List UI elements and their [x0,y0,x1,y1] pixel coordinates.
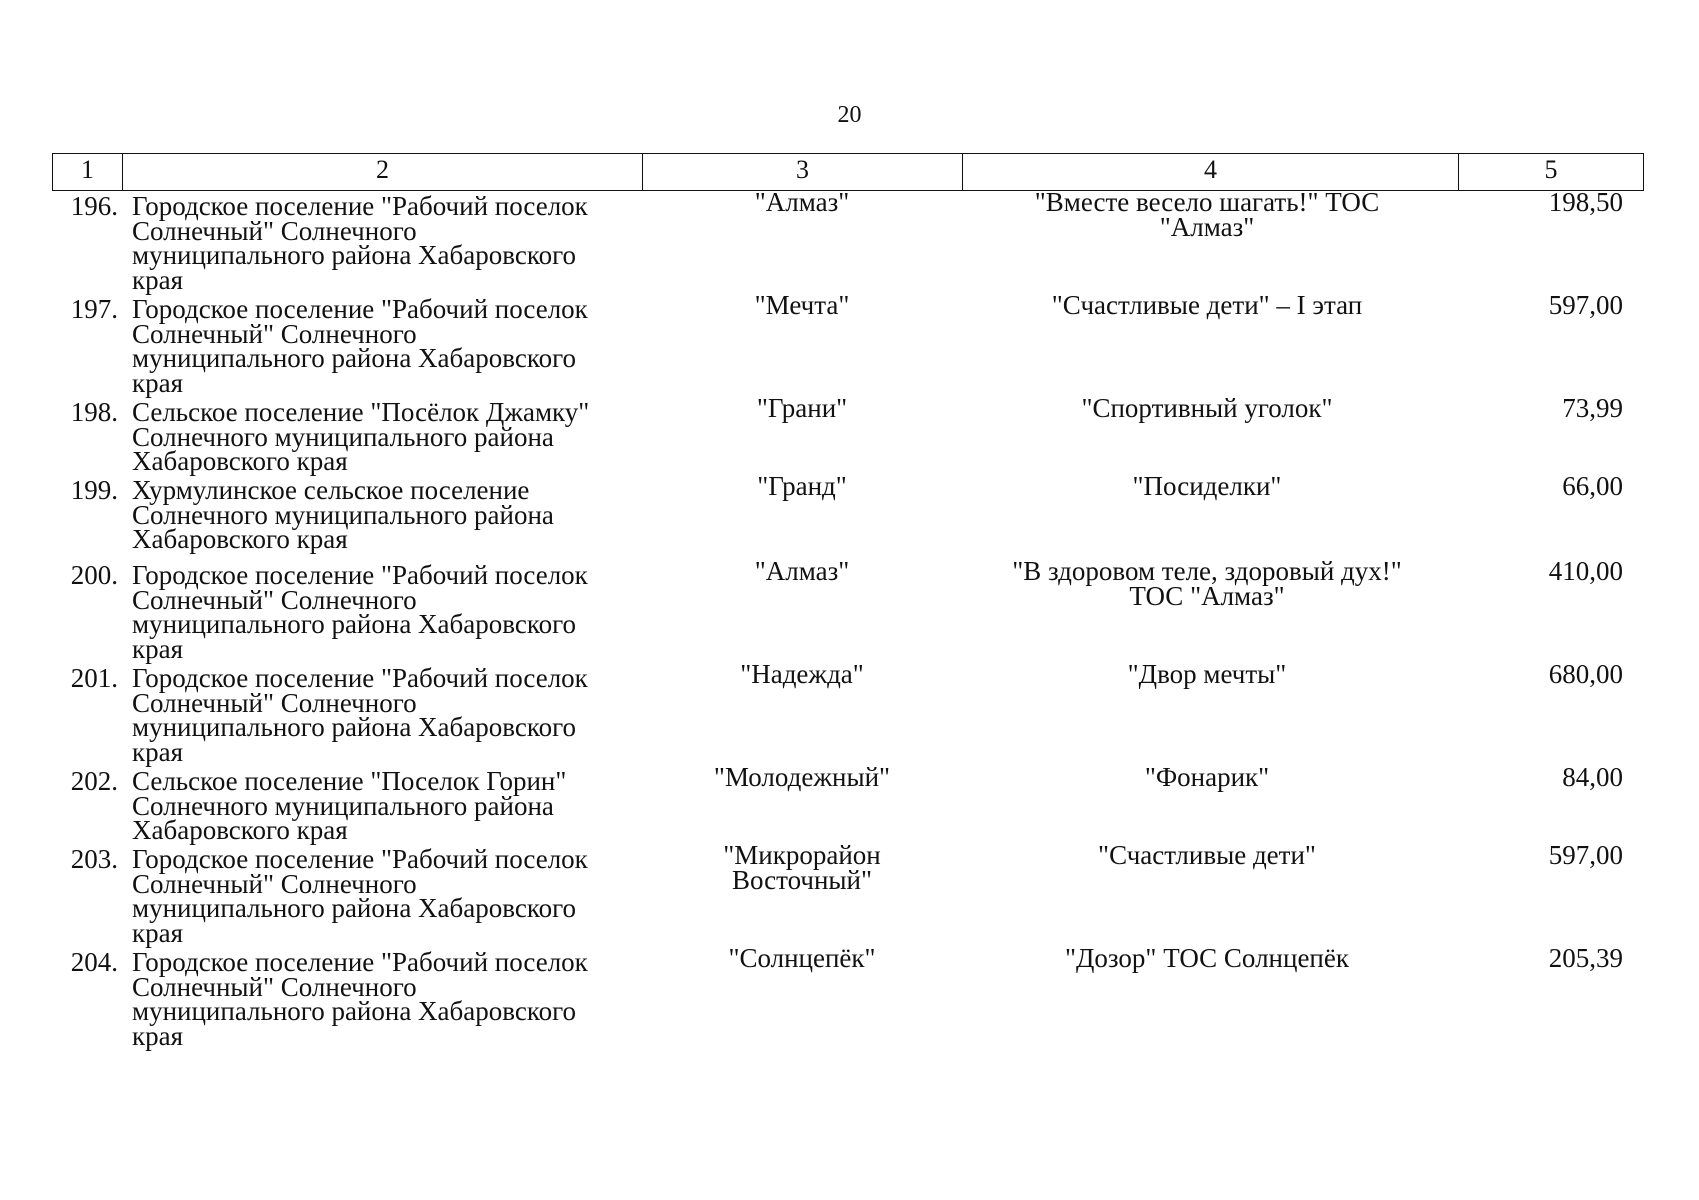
municipality-cell-line: муниципального района Хабаровского [132,240,576,270]
municipality-cell-line: муниципального района Хабаровского [132,996,576,1026]
row-number: 202. [70,766,118,796]
municipality-cell-line: края [132,1020,184,1051]
municipality-cell-line: Солнечного муниципального района [132,421,554,452]
table-row [52,943,1643,1051]
amount-cell: 73,99 [1562,393,1623,423]
municipality-cell-line: Сельское поселение "Поселок Горин" [132,766,567,796]
amount-cell: 198,50 [1548,187,1623,217]
municipality-cell-line: Городское поселение "Рабочий поселок [132,560,588,590]
project-name-cell-line: "Алмаз" [1159,211,1255,242]
amount-cell: 410,00 [1548,556,1623,586]
municipality-cell [122,560,642,664]
municipality-cell-line: Солнечный" Солнечного [132,868,417,899]
tos-name-cell [642,290,962,320]
municipality-cell-line: муниципального района Хабаровского [132,712,576,742]
column-header-3: 3 [643,154,963,191]
row-number: 203. [70,844,118,874]
table-body [52,187,1643,1051]
table-row [52,840,1643,948]
municipality-cell-line: Хабаровского края [132,524,348,554]
municipality-cell-line: Солнечный" Солнечного [132,318,417,349]
project-name-cell-line: "Счастливые дети" [1098,840,1316,870]
tos-name-cell-line: "Надежда" [740,659,864,689]
amount-cell: 205,39 [1548,943,1623,973]
municipality-cell-line: Сельское поселение "Посёлок Джамку" [132,397,590,427]
tos-name-cell-line: Восточный" [731,864,873,895]
project-name-cell [962,471,1452,501]
project-name-cell [962,762,1452,792]
project-name-cell [962,943,1452,973]
project-name-cell-line: "Спортивный уголок" [1081,393,1333,423]
amount-cell: 680,00 [1548,659,1623,689]
column-header-1: 1 [53,154,123,191]
tos-name-cell [642,840,962,895]
row-number: 196. [70,191,118,221]
tos-name-cell [642,556,962,586]
column-header-4: 4 [963,154,1459,191]
project-name-cell-line: "Посиделки" [1132,471,1282,501]
table-row [52,471,1643,559]
amount-cell: 597,00 [1548,290,1623,320]
row-number: 199. [70,475,118,505]
table-row [52,556,1643,664]
municipality-cell [122,397,642,476]
amount-cell: 84,00 [1562,762,1623,792]
municipality-cell-line: Солнечного муниципального района [132,790,554,821]
municipality-cell-line: Солнечный" Солнечного [132,584,417,615]
project-name-cell-line: "В здоровом теле, здоровый дух!" [1012,556,1402,586]
tos-name-cell [642,471,962,501]
row-number: 201. [70,663,118,693]
tos-name-cell-line: "Гранд" [757,471,847,501]
municipality-cell-line: Хабаровского края [132,446,348,476]
municipality-cell-line: муниципального района Хабаровского [132,343,576,373]
table-row [52,393,1643,476]
project-name-cell [962,556,1452,611]
project-name-cell-line: "Фонарик" [1144,762,1270,792]
project-name-cell [962,393,1452,423]
project-name-cell-line: "Вместе весело шагать!" ТОС [1034,187,1380,217]
municipality-cell-line: Городское поселение "Рабочий поселок [132,191,588,221]
tos-name-cell-line: "Мечта" [754,290,850,320]
project-name-cell-line: "Счастливые дети" – I этап [1051,290,1363,320]
municipality-cell [122,766,642,845]
municipality-cell-line: края [132,633,184,664]
table-row [52,762,1643,845]
municipality-cell-line: края [132,367,184,398]
tos-name-cell [642,762,962,792]
tos-name-cell [642,659,962,689]
municipality-cell-line: края [132,264,184,295]
municipality-cell-line: Солнечный" Солнечного [132,687,417,718]
column-header-5: 5 [1459,154,1644,191]
municipality-cell [122,475,642,554]
tos-name-cell-line: "Алмаз" [754,556,850,586]
table-header [52,153,1644,191]
municipality-cell [122,191,642,295]
amount-cell: 597,00 [1548,840,1623,870]
municipality-cell [122,947,642,1051]
municipality-cell [122,844,642,948]
row-number: 197. [70,294,118,324]
municipality-cell-line: края [132,917,184,948]
municipality-cell-line: Солнечный" Солнечного [132,971,417,1002]
municipality-cell-line: Хурмулинское сельское поселение [132,475,530,505]
table-row [52,659,1643,767]
row-number: 200. [70,560,118,590]
tos-name-cell-line: "Микрорайон [723,840,881,870]
page-number: 20 [837,102,862,128]
project-name-cell-line: ТОС "Алмаз" [1129,580,1285,611]
tos-name-cell-line: "Алмаз" [754,187,850,217]
municipality-cell-line: Городское поселение "Рабочий поселок [132,294,588,324]
project-name-cell-line: "Дозор" ТОС Солнцепёк [1064,943,1349,973]
municipality-cell-line: муниципального района Хабаровского [132,609,576,639]
tos-name-cell-line: "Грани" [756,393,848,423]
project-name-cell [962,187,1452,242]
project-name-cell [962,840,1452,870]
tos-name-cell [642,393,962,423]
municipality-cell-line: Хабаровского края [132,815,348,845]
municipality-cell-line: Городское поселение "Рабочий поселок [132,663,588,693]
project-name-cell [962,659,1452,689]
project-name-cell-line: "Двор мечты" [1127,659,1287,689]
municipality-cell [122,663,642,767]
row-number: 204. [70,947,118,977]
municipality-cell-line: Городское поселение "Рабочий поселок [132,844,588,874]
tos-name-cell [642,943,962,973]
project-name-cell [962,290,1452,320]
municipality-cell-line: муниципального района Хабаровского [132,893,576,923]
municipality-cell-line: Городское поселение "Рабочий поселок [132,947,588,977]
tos-name-cell [642,187,962,217]
row-number: 198. [70,397,118,427]
table-row [52,187,1643,295]
municipality-cell-line: Солнечного муниципального района [132,499,554,530]
amount-cell: 66,00 [1562,471,1623,501]
municipality-cell-line: края [132,736,184,767]
column-header-2: 2 [123,154,643,191]
tos-name-cell-line: "Солнцепёк" [728,943,876,973]
municipality-cell-line: Солнечный" Солнечного [132,215,417,246]
table-row [52,290,1643,398]
municipality-cell [122,294,642,398]
tos-name-cell-line: "Молодежный" [713,762,891,792]
